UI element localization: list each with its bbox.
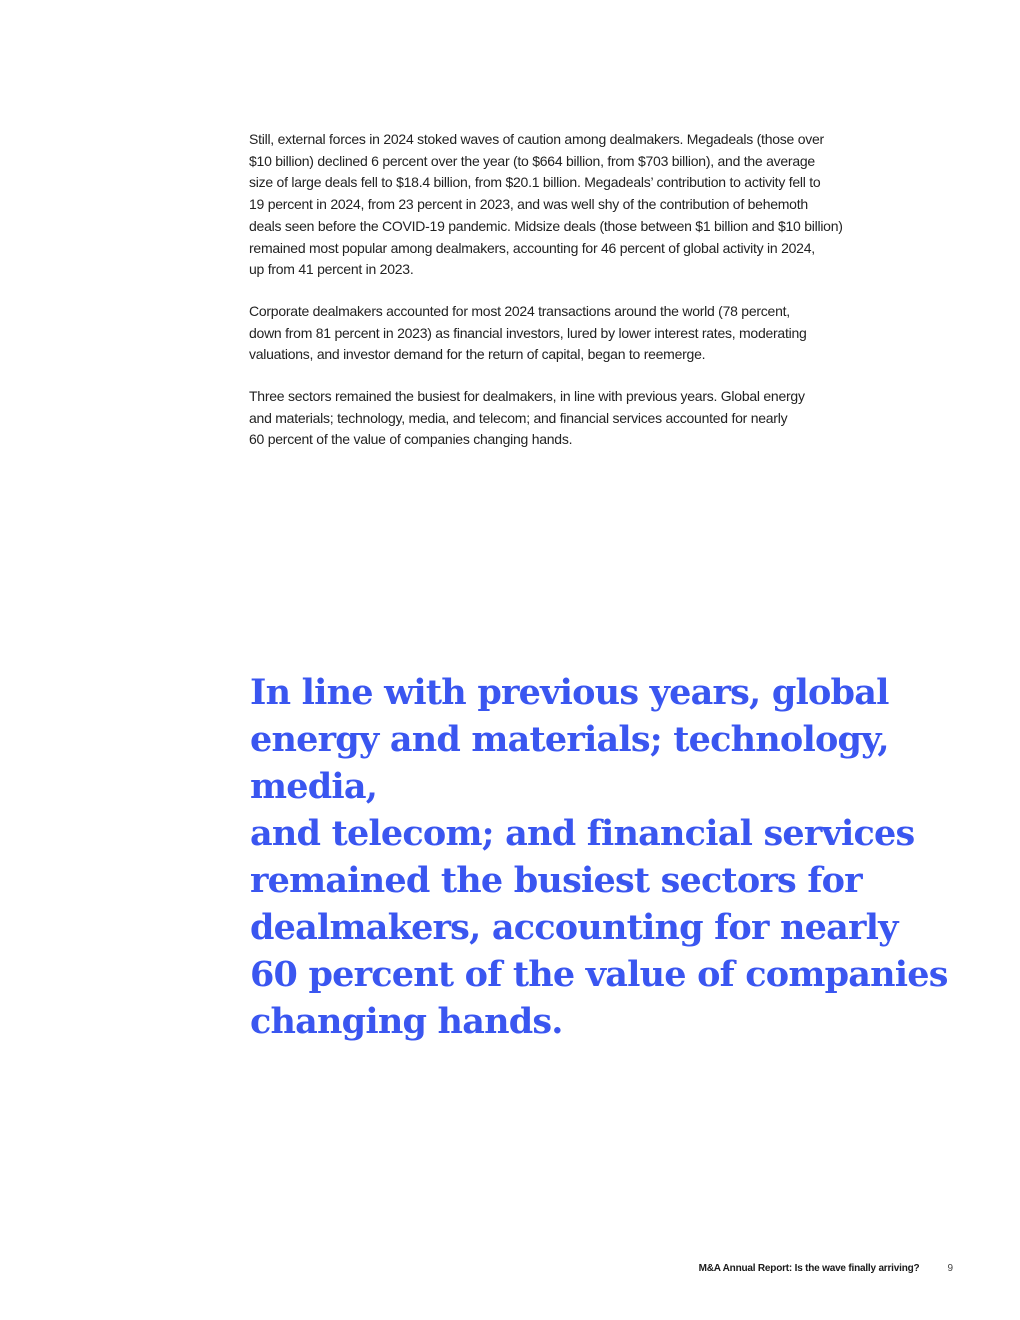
pull-quote: In line with previous years, global energy and materials; technology, media, and telecom; and financial services remained the busiest sectors for dealmakers, accounting for nearly 60 percent of the value of companies changing hands. [250,672,948,1042]
page-number: 9 [947,1263,953,1274]
page-footer [600,1263,956,1274]
paragraph-corporate-dealmakers: Corporate dealmakers accounted for most 2024 transactions around the world (78 percent, down from 81 percent in 2023) as financial investors, lured by lower interest rates, moderating valuations, and investor demand for the return of capital, began to reemerge. [249,302,807,363]
body-text [249,129,889,471]
paragraph-megadeals: Still, external forces in 2024 stoked waves of caution among dealmakers. Megadeals (those over $10 billion) declined 6 percent over the year (to $664 billion, from $703 billion), and the average size of large deals fell to $18.4 billion, from $20.1 billion. Megadeals’ contribution to activity fell to 19 percent in 2024, from 23 percent in 2023, and was well shy of the contribution of behemoth deals seen before the COVID-19 pandemic. Midsize deals (those between $1 billion and $10 billion) remained most popular among dealmakers, accounting for 46 percent of global activity in 2024, up from 41 percent in 2023. [249,131,843,278]
paragraph-sectors: Three sectors remained the busiest for dealmakers, in line with previous years. Global energy and materials; technology, media, and telecom; and financial services accounted for nearly 60 percent of the value of companies changing hands. [249,388,805,448]
footer-report-title: M&A Annual Report: Is the wave finally arriving? [698,1263,920,1274]
